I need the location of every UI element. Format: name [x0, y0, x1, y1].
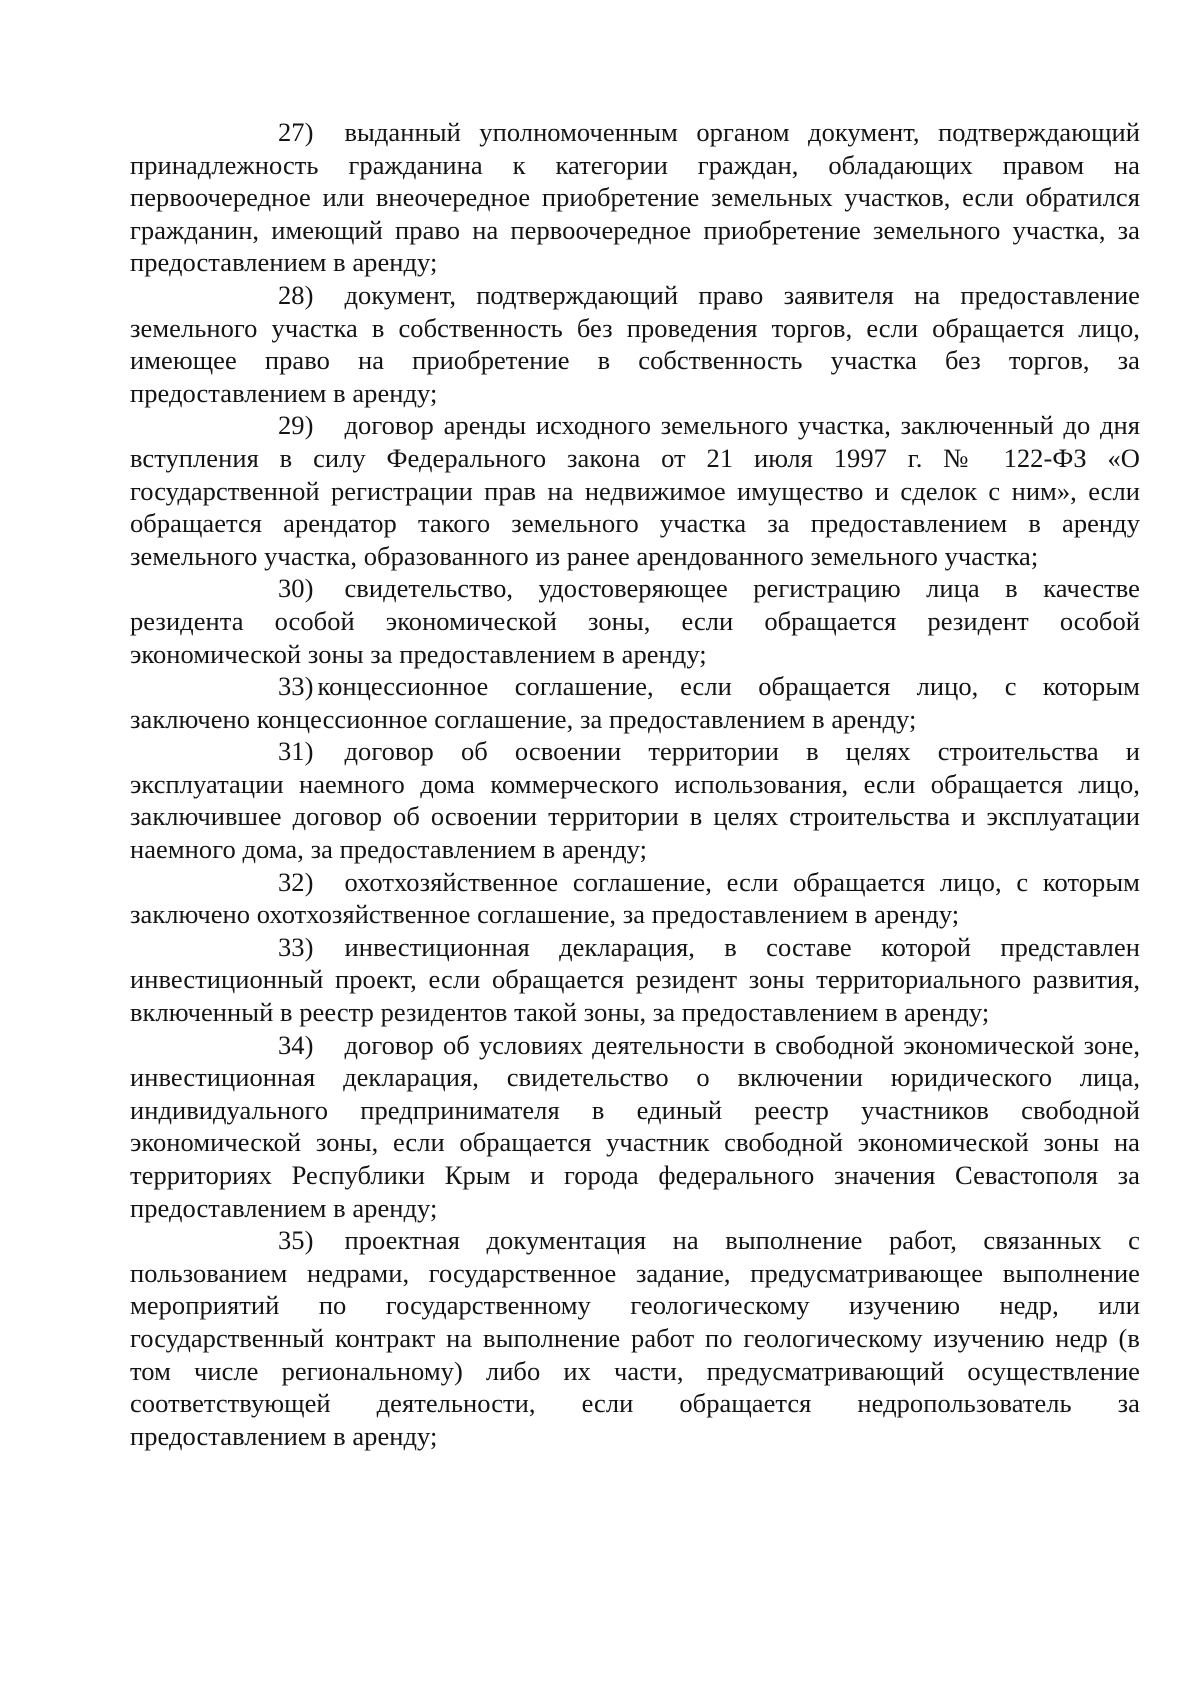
item-text: инвестиционная декларация, в составе которой представлен инвестиционный проект, если обращается резидент зоны территориального развития, включенный в реестр резидентов такой зоны, за предоставлением в аренду; — [130, 931, 1140, 1028]
item-number: 27) — [278, 117, 314, 147]
item-text: свидетельство, удостоверяющее регистрацию лица в качестве резидента особой экономической зоны, если обращается резидент особой экономической зоны за предоставлением в аренду; — [130, 573, 1140, 669]
item-number: 34) — [278, 1029, 314, 1060]
item-number: 35) — [278, 1225, 314, 1256]
item-text: договор об освоении территории в целях строительства и эксплуатации наемного дома коммерческого использования, если обращается лицо, заключившее договор об освоении территории в целях строительства и эксплуатации наемного дома, за предоставлением в аренду; — [130, 736, 1140, 865]
list-item-35 — [130, 1224, 1140, 1452]
list-item-31 — [130, 735, 1140, 865]
item-number: 32) — [278, 866, 314, 897]
item-text: договор аренды исходного земельного участка, заключенный до дня вступления в силу Федерального закона от 21 июля 1997 г. № 122-ФЗ «О государственной регистрации прав на недвижимое имущество и сделок с ним», если обращается арендатор такого земельного участка за предоставлением в аренду земельного участка, образованного из ранее арендованного земельного участка; — [130, 410, 1140, 571]
item-number: 33) — [278, 671, 314, 702]
item-text: документ, подтверждающий право заявителя на предоставление земельного участка в собственность без проведения торгов, если обращается лицо, имеющее право на приобретение в собственность участка без торгов, за предоставлением в аренду; — [130, 279, 1140, 408]
item-text: концессионное соглашение, если обращается лицо, с которым заключено концессионное соглашение, за предоставлением в аренду; — [130, 671, 1140, 734]
list-item-32 — [130, 866, 1140, 931]
item-text: выданный уполномоченным органом документ, подтверждающий принадлежность гражданина к категории граждан, обладающих правом на первоочередное или внеочередное приобретение земельных участков, если обратился гражданин, имеющий право на первоочередное приобретение земельного участка, за предоставлением в аренду; — [130, 117, 1140, 278]
list-item-30 — [130, 572, 1140, 670]
list-item-33-concession — [130, 670, 1140, 735]
list-item-33 — [130, 931, 1140, 1029]
item-number: 31) — [278, 736, 314, 767]
list-item-28 — [130, 279, 1140, 409]
item-text: проектная документация на выполнение работ, связанных с пользованием недрами, государственное задание, предусматривающее выполнение мероприятий по государственному геологическому изучению недр, или государственный контракт на выполнение работ по геологическому изучению недр (в том числе региональному) либо их части, предусматривающий осуществление соответствующей деятельности, если обращается недропользователь за предоставлением в аренду; — [130, 1225, 1140, 1451]
item-text: договор об условиях деятельности в свободной экономической зоне, инвестиционная декларация, свидетельство о включении юридического лица, индивидуального предпринимателя в единый реестр участников свободной экономической зоны, если обращается участник свободной экономической зоны на территориях Республики Крым и города федерального значения Севастополя за предоставлением в аренду; — [130, 1029, 1140, 1223]
list-item-34 — [130, 1029, 1140, 1225]
document-body — [130, 116, 1140, 1452]
list-item-27 — [130, 116, 1140, 279]
item-number: 28) — [278, 279, 314, 310]
list-item-29 — [130, 409, 1140, 572]
item-number: 33) — [278, 931, 314, 962]
item-number: 30) — [278, 573, 314, 604]
item-number: 29) — [278, 410, 314, 441]
item-text: охотхозяйственное соглашение, если обращается лицо, с которым заключено охотхозяйственное соглашение, за предоставлением в аренду; — [130, 866, 1140, 930]
